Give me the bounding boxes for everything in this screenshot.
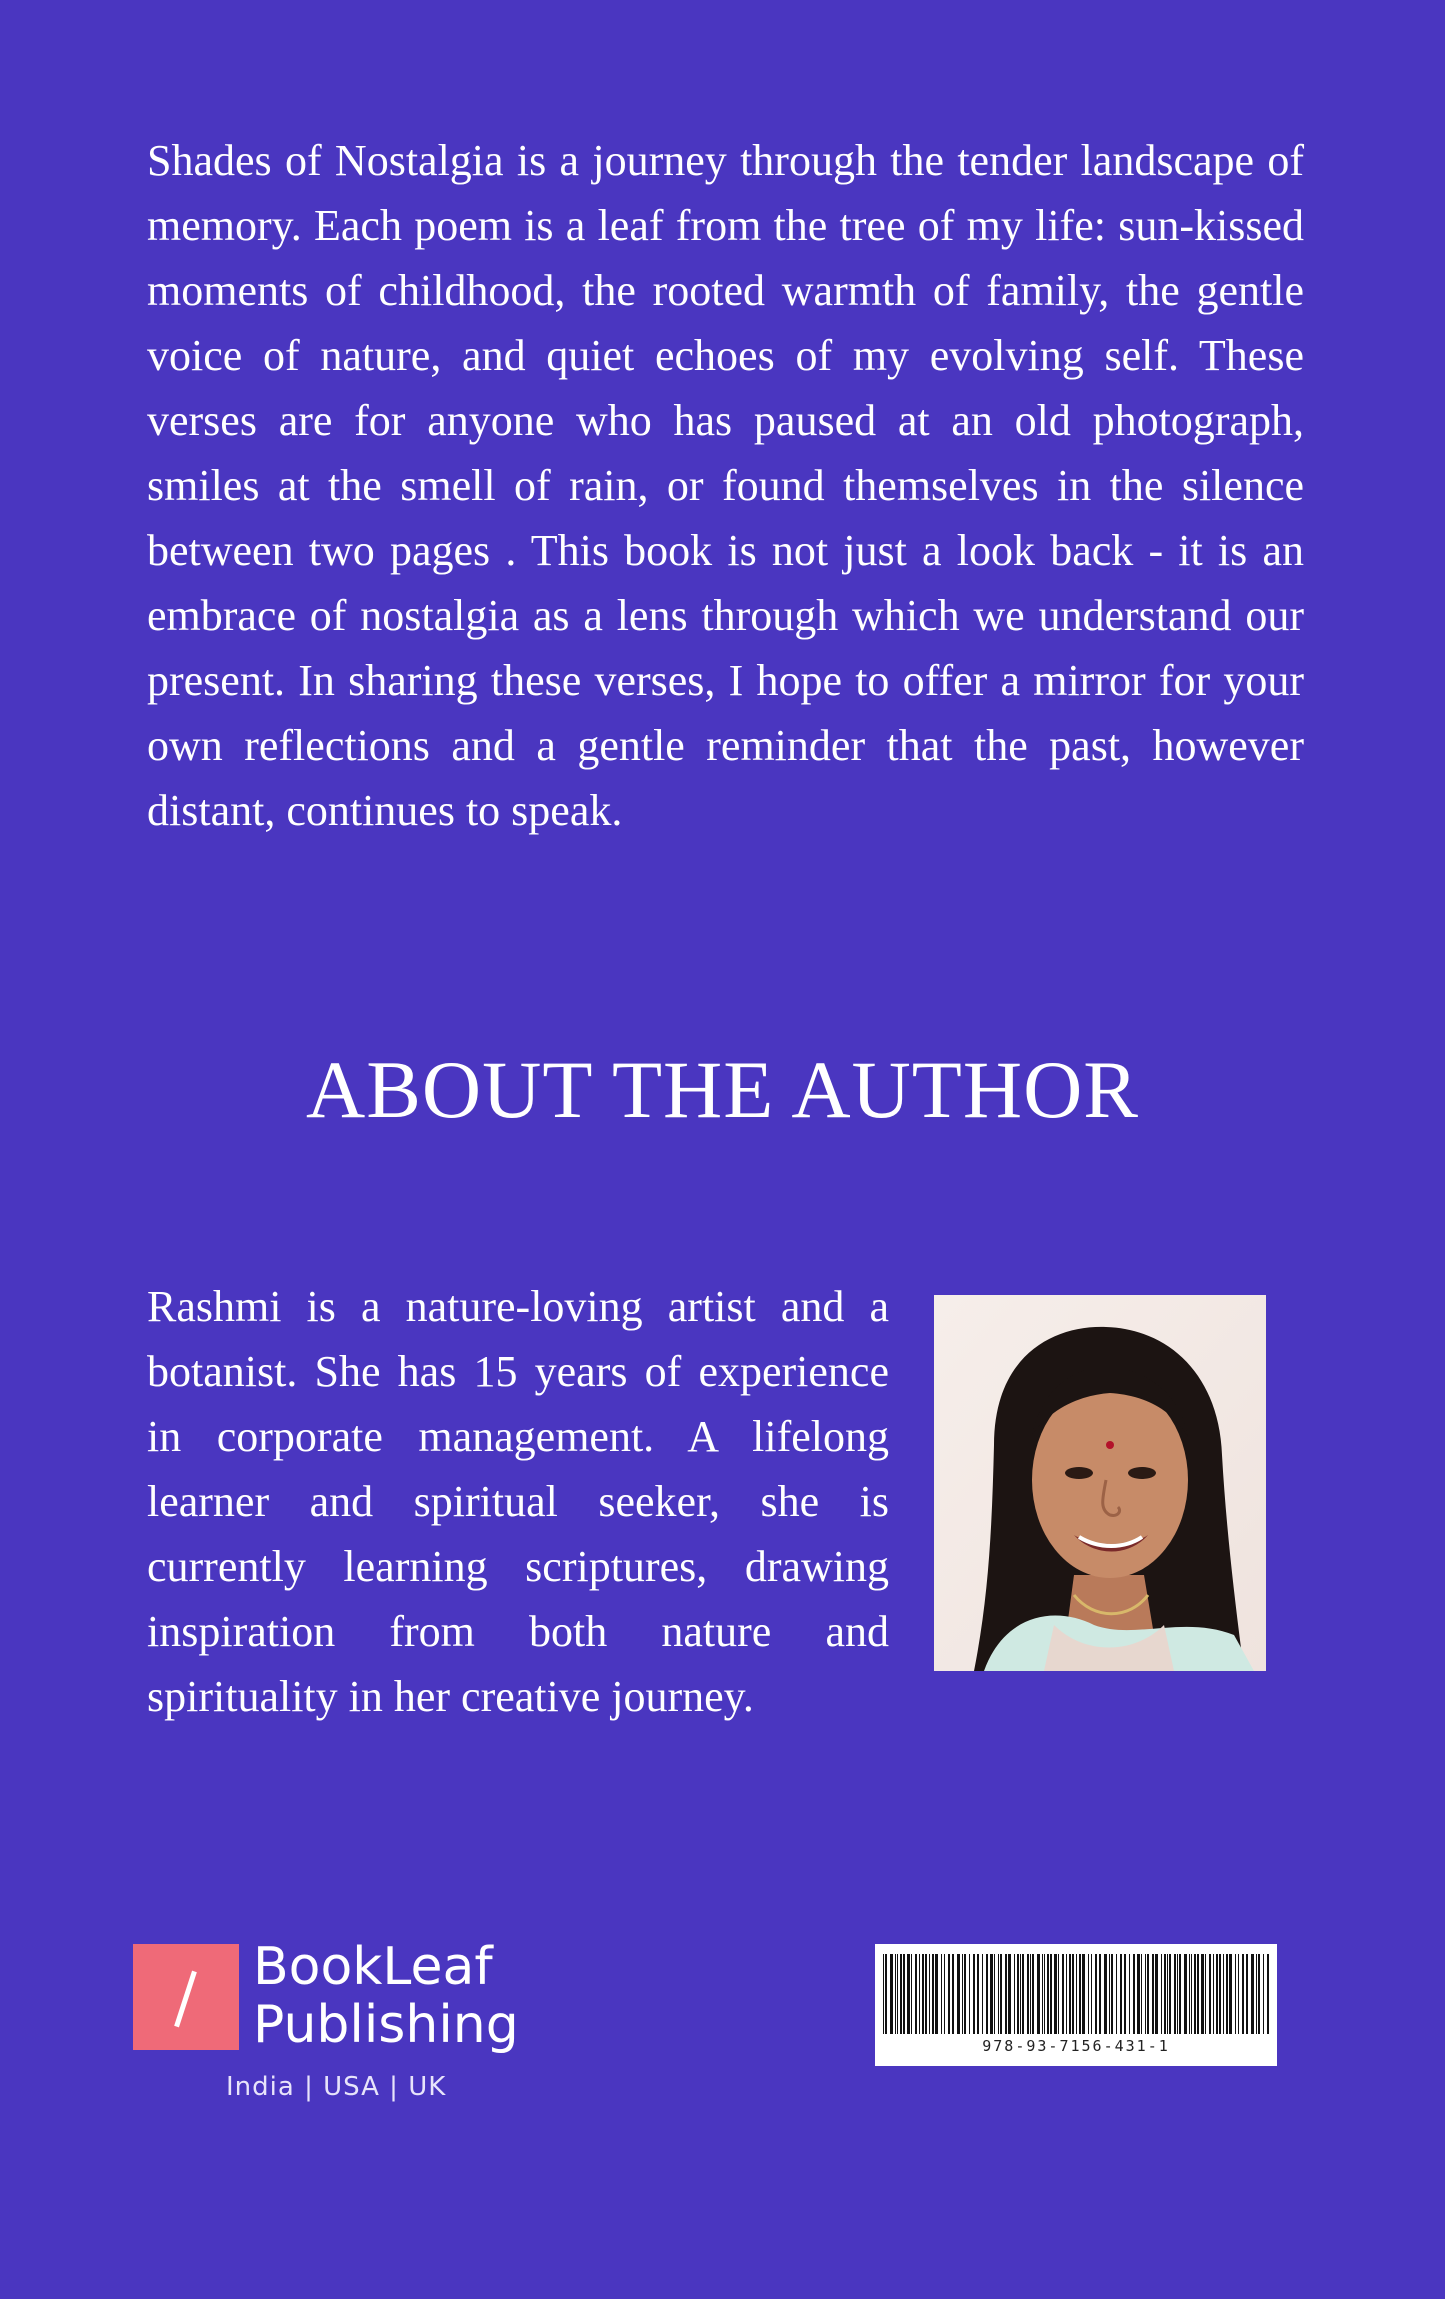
barcode-bar xyxy=(1099,1954,1101,2034)
barcode-bar xyxy=(922,1954,924,2034)
barcode-bar xyxy=(1226,1954,1228,2034)
barcode-bar xyxy=(1095,1954,1097,2034)
barcode-bar xyxy=(1205,1954,1206,2034)
barcode-bar xyxy=(964,1954,966,2034)
barcode-bar xyxy=(1133,1954,1135,2034)
barcode-bar xyxy=(895,1954,896,2034)
barcode-bar xyxy=(929,1954,930,2034)
publisher-name xyxy=(253,1938,519,2054)
barcode-bar xyxy=(925,1954,927,2034)
barcode-bar xyxy=(903,1954,905,2034)
barcode-bar xyxy=(1219,1954,1221,2034)
barcode-bar xyxy=(1104,1954,1107,2034)
isbn-number: 978-93-7156-431-1 xyxy=(982,2037,1170,2055)
barcode-icon xyxy=(883,1954,1269,2034)
slash-logo-icon xyxy=(133,1944,239,2050)
barcode-bar xyxy=(1088,1954,1089,2034)
barcode-bar xyxy=(1169,1954,1171,2034)
barcode-bar xyxy=(1191,1954,1192,2034)
publisher-name-line2: Publishing xyxy=(253,1995,519,2055)
barcode-bar xyxy=(1256,1954,1257,2034)
barcode-bar xyxy=(1194,1954,1196,2034)
barcode-bar xyxy=(897,1954,898,2034)
barcode-bar xyxy=(911,1954,912,2034)
publisher-name-line1: BookLeaf xyxy=(253,1937,493,1997)
barcode-bar xyxy=(1062,1954,1064,2034)
barcode-bar xyxy=(948,1954,950,2034)
barcode-bar xyxy=(1179,1954,1181,2034)
barcode-bar xyxy=(1027,1954,1029,2034)
barcode-bar xyxy=(990,1954,993,2034)
barcode-bar xyxy=(1044,1954,1045,2034)
barcode-bar xyxy=(1005,1954,1007,2034)
barcode-bar xyxy=(1201,1954,1204,2034)
barcode-bar xyxy=(994,1954,995,2034)
barcode-bar xyxy=(1014,1954,1015,2034)
barcode-bar xyxy=(982,1954,983,2034)
barcode-bar xyxy=(1058,1954,1059,2034)
barcode-bar xyxy=(1082,1954,1085,2034)
barcode-bar xyxy=(1184,1954,1187,2034)
barcode-bar xyxy=(907,1954,910,2034)
barcode-bar xyxy=(1000,1954,1002,2034)
barcode-bar xyxy=(1216,1954,1218,2034)
barcode-bar xyxy=(1116,1954,1117,2034)
barcode-bar xyxy=(932,1954,934,2034)
barcode-bar xyxy=(1189,1954,1190,2034)
barcode-bar xyxy=(973,1954,975,2034)
isbn-barcode xyxy=(875,1944,1277,2066)
barcode-bar xyxy=(1008,1954,1011,2034)
barcode-bar xyxy=(1120,1954,1122,2034)
barcode-bar xyxy=(1079,1954,1081,2034)
barcode-bar xyxy=(1091,1954,1092,2034)
barcode-bar xyxy=(1213,1954,1214,2034)
barcode-bar xyxy=(1030,1954,1031,2034)
barcode-bar xyxy=(986,1954,988,2034)
barcode-bar xyxy=(1174,1954,1176,2034)
barcode-bar xyxy=(944,1954,945,2034)
barcode-bar xyxy=(1246,1954,1248,2034)
barcode-bar xyxy=(969,1954,970,2034)
barcode-bar xyxy=(885,1954,887,2034)
publisher-logo xyxy=(133,1937,533,2114)
barcode-bar xyxy=(900,1954,902,2034)
barcode-bar xyxy=(1017,1954,1019,2034)
barcode-bar xyxy=(919,1954,920,2034)
barcode-bar xyxy=(883,1954,884,2034)
barcode-bar xyxy=(957,1954,960,2034)
barcode-bar xyxy=(1137,1954,1140,2034)
barcode-bar xyxy=(1155,1954,1158,2034)
barcode-bar xyxy=(1238,1954,1239,2034)
barcode-bar xyxy=(1229,1954,1232,2034)
barcode-bar xyxy=(1258,1954,1260,2034)
barcode-bar xyxy=(998,1954,999,2034)
barcode-bar xyxy=(1209,1954,1211,2034)
barcode-bar xyxy=(1152,1954,1154,2034)
barcode-bar xyxy=(1050,1954,1052,2034)
barcode-bar xyxy=(1242,1954,1244,2034)
back-cover-blurb: Shades of Nostalgia is a journey through the tender landscape of memory. Each poem is a leaf from the tree of my life: sun-kissed moments of childhood, the rooted warmth of family, the gentle voice of nature, and quiet echoes of my evolving self. These verses are for anyone who has paused at an old photograph, smiles at the smell of rain, or found themselves in the silence between two pages . This book is not just a look back - it is an embrace of nostalgia as a lens through which we understand our present. In sharing these verses, I hope to offer a mirror for your own reflections and a gentle reminder that the past, however distant, continues to speak. xyxy=(147,136,1304,835)
barcode-bar xyxy=(1069,1954,1071,2034)
barcode-bar xyxy=(935,1954,938,2034)
author-portrait-icon xyxy=(934,1295,1266,1671)
barcode-bar xyxy=(1037,1954,1040,2034)
barcode-bar xyxy=(1032,1954,1034,2034)
barcode-bar xyxy=(1167,1954,1168,2034)
publisher-regions: India | USA | UK xyxy=(226,2072,447,2102)
barcode-bar xyxy=(962,1954,963,2034)
author-photo xyxy=(934,1295,1266,1671)
barcode-bar xyxy=(1072,1954,1074,2034)
barcode-bar xyxy=(941,1954,942,2034)
author-bio: Rashmi is a nature-loving artist and a botanist. She has 15 years of experience in corporate management. A lifelong learner and spiritual seeker, she is currently learning scriptures, drawing inspiration from both nature and spirituality in her creative journey. xyxy=(147,1282,889,1721)
barcode-bar xyxy=(1267,1954,1269,2034)
barcode-bar xyxy=(1263,1954,1264,2034)
barcode-bar xyxy=(890,1954,893,2034)
barcode-bar xyxy=(1020,1954,1021,2034)
barcode-bar xyxy=(1251,1954,1254,2034)
barcode-bar xyxy=(1141,1954,1142,2034)
barcode-bar xyxy=(1111,1954,1113,2034)
barcode-bar xyxy=(1197,1954,1199,2034)
barcode-bar xyxy=(1054,1954,1057,2034)
barcode-bar xyxy=(1042,1954,1043,2034)
barcode-bar xyxy=(1235,1954,1236,2034)
about-author-heading: ABOUT THE AUTHOR xyxy=(306,1044,1139,1135)
barcode-bar xyxy=(1129,1954,1130,2034)
barcode-bar xyxy=(1223,1954,1224,2034)
barcode-bar xyxy=(1124,1954,1126,2034)
barcode-bar xyxy=(1147,1954,1149,2034)
barcode-bar xyxy=(1177,1954,1178,2034)
barcode-bar xyxy=(1109,1954,1110,2034)
barcode-bar xyxy=(1164,1954,1166,2034)
barcode-bar xyxy=(1161,1954,1162,2034)
barcode-bar xyxy=(1145,1954,1146,2034)
barcode-bar xyxy=(1066,1954,1067,2034)
barcode-bar xyxy=(977,1954,979,2034)
barcode-bar xyxy=(1076,1954,1077,2034)
barcode-bar xyxy=(915,1954,917,2034)
barcode-bar xyxy=(1047,1954,1049,2034)
barcode-bar xyxy=(952,1954,954,2034)
barcode-bar xyxy=(1022,1954,1024,2034)
